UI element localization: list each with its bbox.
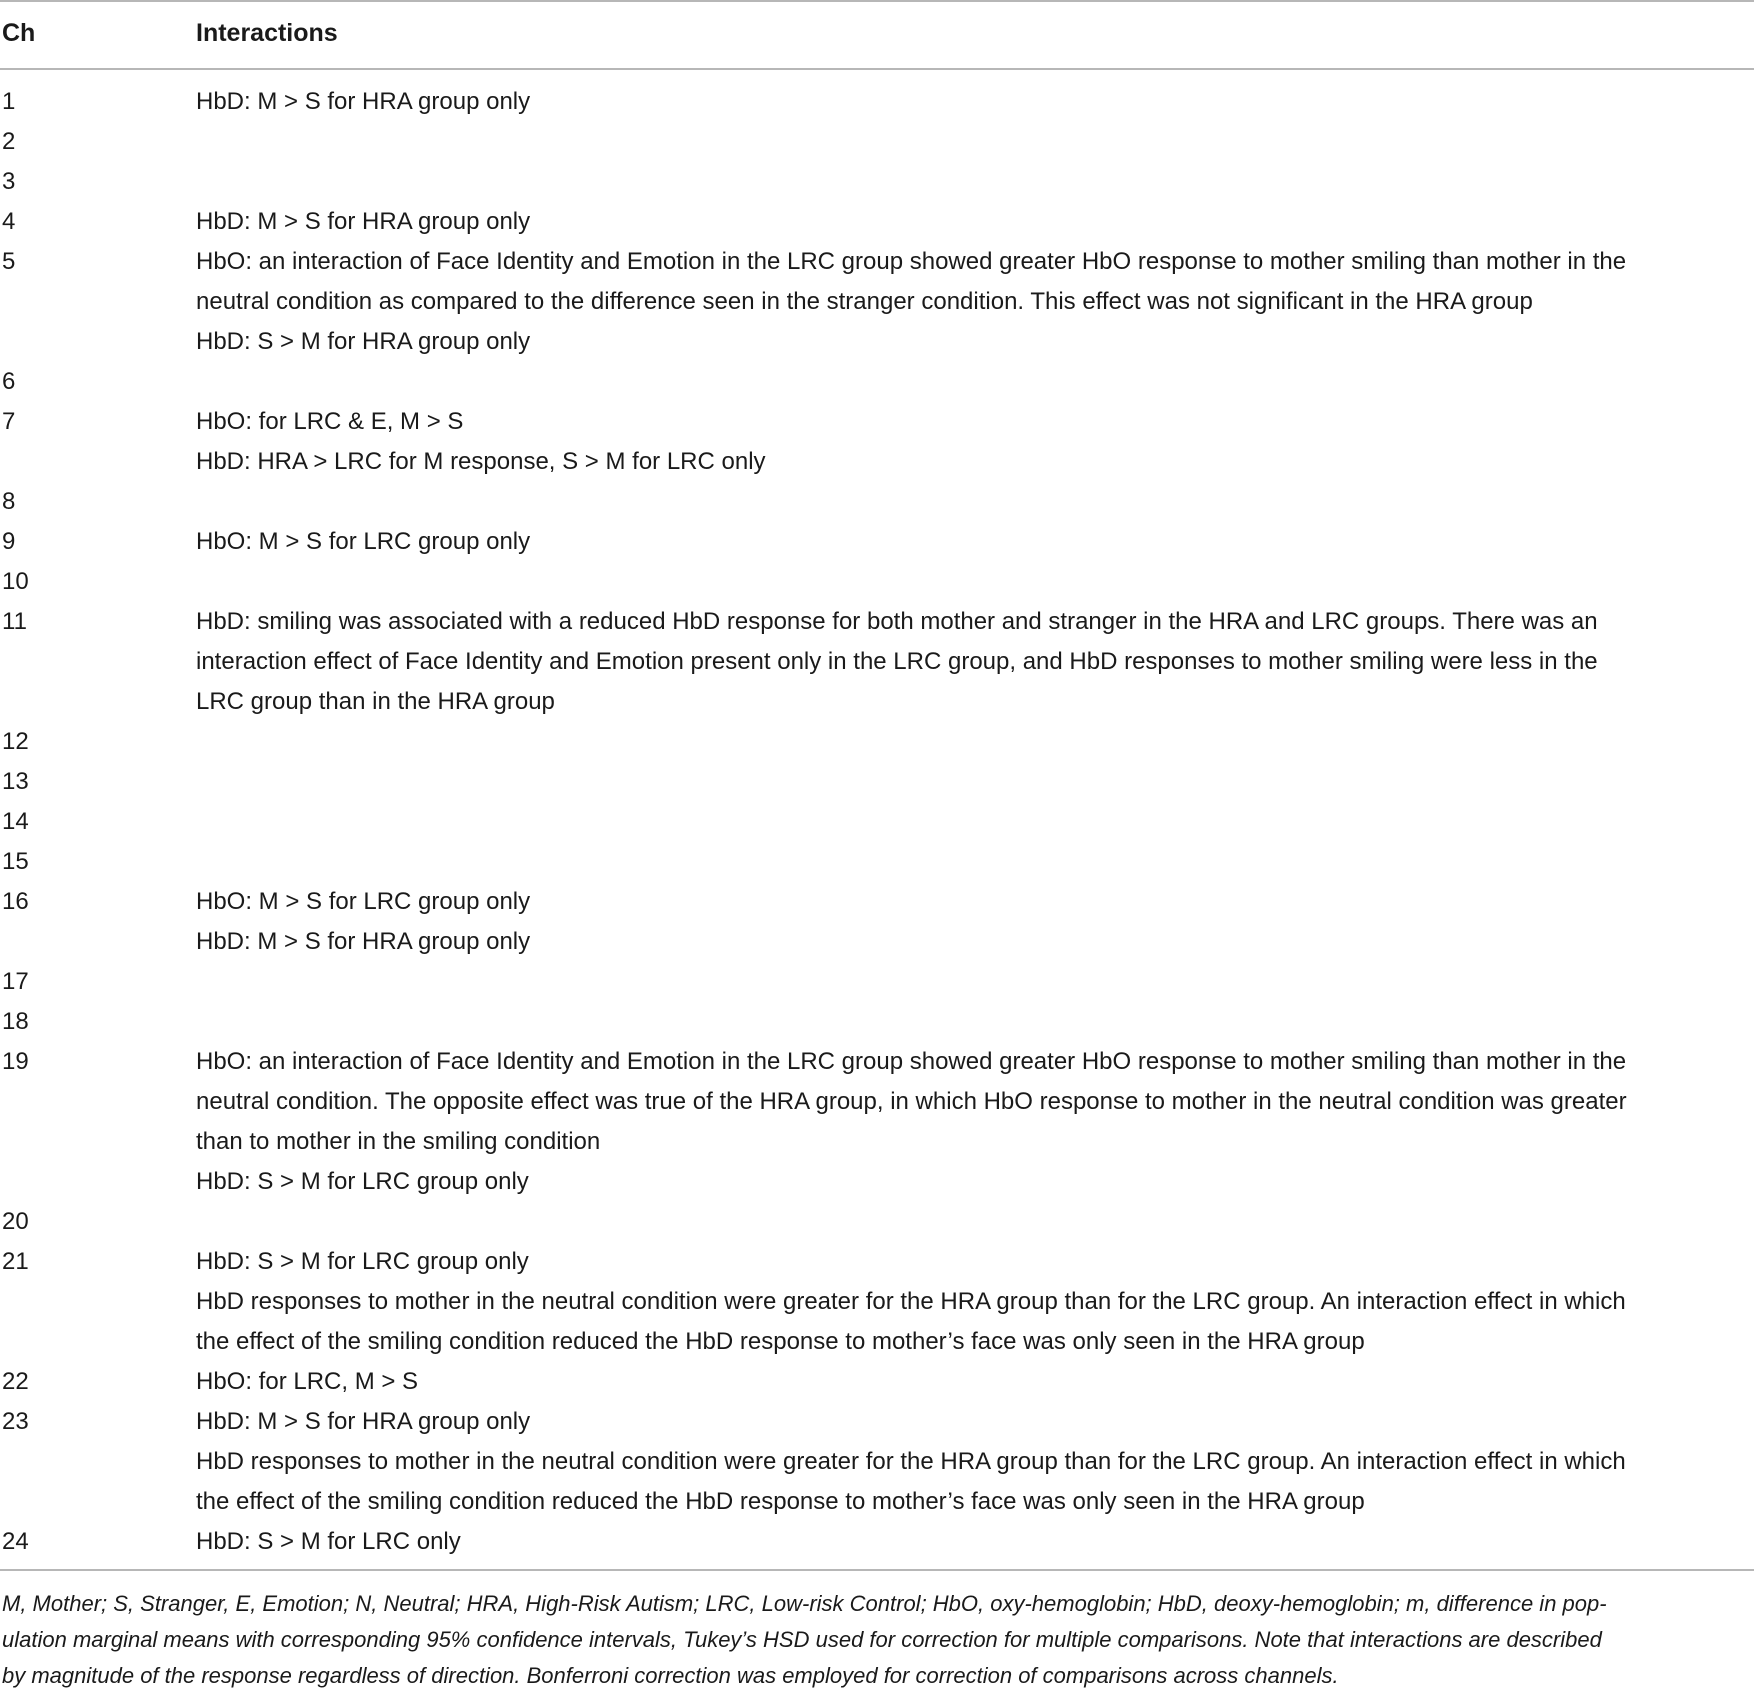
interaction-cell xyxy=(196,1242,1754,1362)
interaction-text-line: HbD: M > S for HRA group only xyxy=(196,1408,531,1435)
interaction-text-line: HbD responses to mother in the neutral condition were greater for the HRA group than for the LRC group. An interaction effect in which xyxy=(196,1448,1626,1475)
interaction-text-line: HbO: M > S for LRC group only xyxy=(196,888,531,915)
table-row xyxy=(0,402,1754,482)
interaction-cell xyxy=(196,802,1754,842)
interaction-text-line: HbD: S > M for HRA group only xyxy=(196,328,531,355)
table-row xyxy=(0,362,1754,402)
table-row xyxy=(0,1242,1754,1362)
interaction-cell xyxy=(196,362,1754,402)
interaction-cell xyxy=(196,1402,1754,1522)
interaction-cell xyxy=(196,1202,1754,1242)
interaction-text-line: than to mother in the smiling condition xyxy=(196,1128,601,1155)
interaction-cell xyxy=(196,522,1754,562)
channel-cell: 18 xyxy=(2,1008,29,1035)
table-row xyxy=(0,202,1754,242)
interaction-text-line: HbO: for LRC & E, M > S xyxy=(196,408,464,435)
interaction-cell xyxy=(196,762,1754,802)
channel-cell: 3 xyxy=(2,168,16,195)
channel-cell: 17 xyxy=(2,968,29,995)
channel-cell: 13 xyxy=(2,768,29,795)
interaction-cell xyxy=(196,1362,1754,1402)
interaction-text-line: HbD: smiling was associated with a reduced HbD response for both mother and stranger in the HRA and LRC groups. There was an xyxy=(196,608,1598,635)
table-row xyxy=(0,602,1754,722)
table-row xyxy=(0,1042,1754,1202)
empty-interaction xyxy=(196,1202,1754,1242)
table-row xyxy=(0,762,1754,802)
interaction-cell xyxy=(196,1042,1754,1202)
interaction-cell xyxy=(196,402,1754,482)
empty-interaction xyxy=(196,722,1754,762)
channel-cell: 12 xyxy=(2,728,29,755)
interaction-text-line: the effect of the smiling condition reduced the HbD response to mother’s face was only seen in the HRA group xyxy=(196,1328,1365,1355)
table-row xyxy=(0,242,1754,362)
interaction-text-line: the effect of the smiling condition reduced the HbD response to mother’s face was only seen in the HRA group xyxy=(196,1488,1365,1515)
footnote-line: by magnitude of the response regardless of direction. Bonferroni correction was employed for correction of comparisons across channels. xyxy=(2,1663,1339,1688)
table-bottom-rule xyxy=(0,1569,1754,1571)
table-row xyxy=(0,802,1754,842)
channel-cell: 10 xyxy=(2,568,29,595)
table-row xyxy=(0,1522,1754,1562)
channel-cell: 1 xyxy=(2,88,16,115)
table-row xyxy=(0,882,1754,962)
table-row xyxy=(0,1362,1754,1402)
empty-interaction xyxy=(196,962,1754,1002)
interaction-cell xyxy=(196,82,1754,122)
footnote-line: ulation marginal means with corresponding 95% confidence intervals, Tukey’s HSD used for correction for multiple comparisons. Note that interactions are described xyxy=(2,1627,1602,1652)
table-row xyxy=(0,562,1754,602)
interaction-cell xyxy=(196,602,1754,722)
interaction-cell xyxy=(196,562,1754,602)
table-header-rule xyxy=(0,68,1754,70)
interaction-text-line: LRC group than in the HRA group xyxy=(196,688,555,715)
interaction-cell xyxy=(196,842,1754,882)
table-row xyxy=(0,522,1754,562)
table-row xyxy=(0,82,1754,122)
channel-cell: 15 xyxy=(2,848,29,875)
interaction-cell xyxy=(196,162,1754,202)
table-body xyxy=(0,82,1754,1562)
empty-interaction xyxy=(196,122,1754,162)
channel-cell: 8 xyxy=(2,488,16,515)
channel-cell: 6 xyxy=(2,368,16,395)
interaction-cell xyxy=(196,122,1754,162)
table-row xyxy=(0,722,1754,762)
interaction-cell xyxy=(196,202,1754,242)
channel-cell: 9 xyxy=(2,528,16,555)
empty-interaction xyxy=(196,562,1754,602)
channel-cell: 11 xyxy=(2,608,27,635)
channel-cell: 20 xyxy=(2,1208,29,1235)
channel-cell: 16 xyxy=(2,888,29,915)
table-row xyxy=(0,1202,1754,1242)
interaction-text-line: neutral condition as compared to the difference seen in the stranger condition. This effect was not significant in the HRA group xyxy=(196,288,1533,315)
table-row xyxy=(0,122,1754,162)
column-header-ch: Ch xyxy=(2,19,36,47)
table-row xyxy=(0,1402,1754,1522)
interaction-text-line: HbD: M > S for HRA group only xyxy=(196,208,531,235)
interaction-text-line: HbD: HRA > LRC for M response, S > M for LRC only xyxy=(196,448,766,475)
channel-cell: 19 xyxy=(2,1048,29,1075)
column-header-interactions: Interactions xyxy=(196,19,338,47)
footnote-line: M, Mother; S, Stranger, E, Emotion; N, Neutral; HRA, High-Risk Autism; LRC, Low-risk Control; HbO, oxy-hemoglobin; HbD, deoxy-hemoglobin; m, difference in pop- xyxy=(2,1591,1607,1616)
table-row xyxy=(0,162,1754,202)
table-footnote xyxy=(2,1586,1754,1694)
channel-cell: 23 xyxy=(2,1408,29,1435)
interaction-text-line: neutral condition. The opposite effect was true of the HRA group, in which HbO response to mother in the neutral condition was greater xyxy=(196,1088,1627,1115)
channel-cell: 24 xyxy=(2,1528,29,1555)
interaction-text-line: HbD: M > S for HRA group only xyxy=(196,88,531,115)
table-header-row xyxy=(0,0,1754,68)
interaction-text-line: HbD: M > S for HRA group only xyxy=(196,928,531,955)
interaction-text-line: HbO: M > S for LRC group only xyxy=(196,528,531,555)
interaction-cell xyxy=(196,1522,1754,1562)
interaction-text-line: HbO: an interaction of Face Identity and Emotion in the LRC group showed greater HbO response to mother smiling than mother in the xyxy=(196,1048,1627,1075)
channel-cell: 4 xyxy=(2,208,16,235)
interaction-text-line: interaction effect of Face Identity and Emotion present only in the LRC group, and HbD responses to mother smiling were less in the xyxy=(196,648,1598,675)
interaction-text-line: HbO: an interaction of Face Identity and Emotion in the LRC group showed greater HbO response to mother smiling than mother in the xyxy=(196,248,1627,275)
empty-interaction xyxy=(196,802,1754,842)
interaction-cell xyxy=(196,1002,1754,1042)
interaction-cell xyxy=(196,242,1754,362)
empty-interaction xyxy=(196,362,1754,402)
interaction-cell xyxy=(196,962,1754,1002)
channel-cell: 7 xyxy=(2,408,16,435)
table-row xyxy=(0,482,1754,522)
table-row xyxy=(0,1002,1754,1042)
empty-interaction xyxy=(196,162,1754,202)
interaction-cell xyxy=(196,882,1754,962)
interaction-text-line: HbD responses to mother in the neutral condition were greater for the HRA group than for the LRC group. An interaction effect in which xyxy=(196,1288,1626,1315)
channel-cell: 14 xyxy=(2,808,29,835)
interaction-text-line: HbD: S > M for LRC group only xyxy=(196,1168,529,1195)
channel-cell: 22 xyxy=(2,1368,29,1395)
empty-interaction xyxy=(196,762,1754,802)
channel-cell: 2 xyxy=(2,128,16,155)
interaction-text-line: HbD: S > M for LRC group only xyxy=(196,1248,529,1275)
interaction-text-line: HbD: S > M for LRC only xyxy=(196,1528,461,1555)
channel-cell: 21 xyxy=(2,1248,29,1275)
empty-interaction xyxy=(196,1002,1754,1042)
empty-interaction xyxy=(196,842,1754,882)
table-row xyxy=(0,962,1754,1002)
interaction-cell xyxy=(196,722,1754,762)
interaction-cell xyxy=(196,482,1754,522)
channel-cell: 5 xyxy=(2,248,16,275)
empty-interaction xyxy=(196,482,1754,522)
interaction-text-line: HbO: for LRC, M > S xyxy=(196,1368,419,1395)
table-row xyxy=(0,842,1754,882)
